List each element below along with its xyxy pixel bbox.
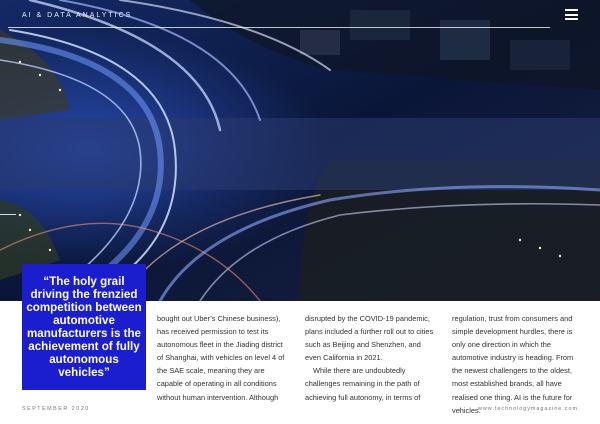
header-bar <box>0 0 600 30</box>
footer-website-link[interactable]: www.technologymagazine.com <box>477 406 578 412</box>
column-paragraph: bought out Uber’s Chinese business), has received permission to test its autonomous fleet in the Jiading district of Shanghai, with vehicles on level 4 of the SAE scale, meaning they are capable of operating in all conditions without human intervention. Although <box>157 314 285 402</box>
article-column-1 <box>157 312 289 404</box>
pull-quote <box>22 264 146 390</box>
article-column-2 <box>305 312 437 404</box>
section-label: AI & DATA ANALYTICS <box>22 12 133 19</box>
pull-quote-text: “The holy grail driving the frenzied competition between automotive manufacturers is the achievement of fully autonomous vehicles” <box>26 275 142 379</box>
hamburger-menu-icon[interactable] <box>565 9 578 20</box>
column-paragraph: disrupted by the COVID-19 pandemic, plans included a further roll out to cities such as Beijing and Shenzhen, and even California in 2021. <box>305 314 434 363</box>
column-paragraph: While there are undoubtedly challenges remaining in the path of achieving full autonomy, in terms of <box>305 366 421 402</box>
column-paragraph: regulation, trust from consumers and simple development hurdles, there is only one direction in which the automotive industry is heading. From the newest challengers to the oldest, most established brands, all have realised one thing. AI is the future for vehicles. <box>452 314 574 415</box>
footer-date: SEPTEMBER 2020 <box>22 406 90 412</box>
article-column-3 <box>452 312 580 417</box>
header-divider <box>8 27 550 28</box>
side-marker <box>0 214 16 215</box>
